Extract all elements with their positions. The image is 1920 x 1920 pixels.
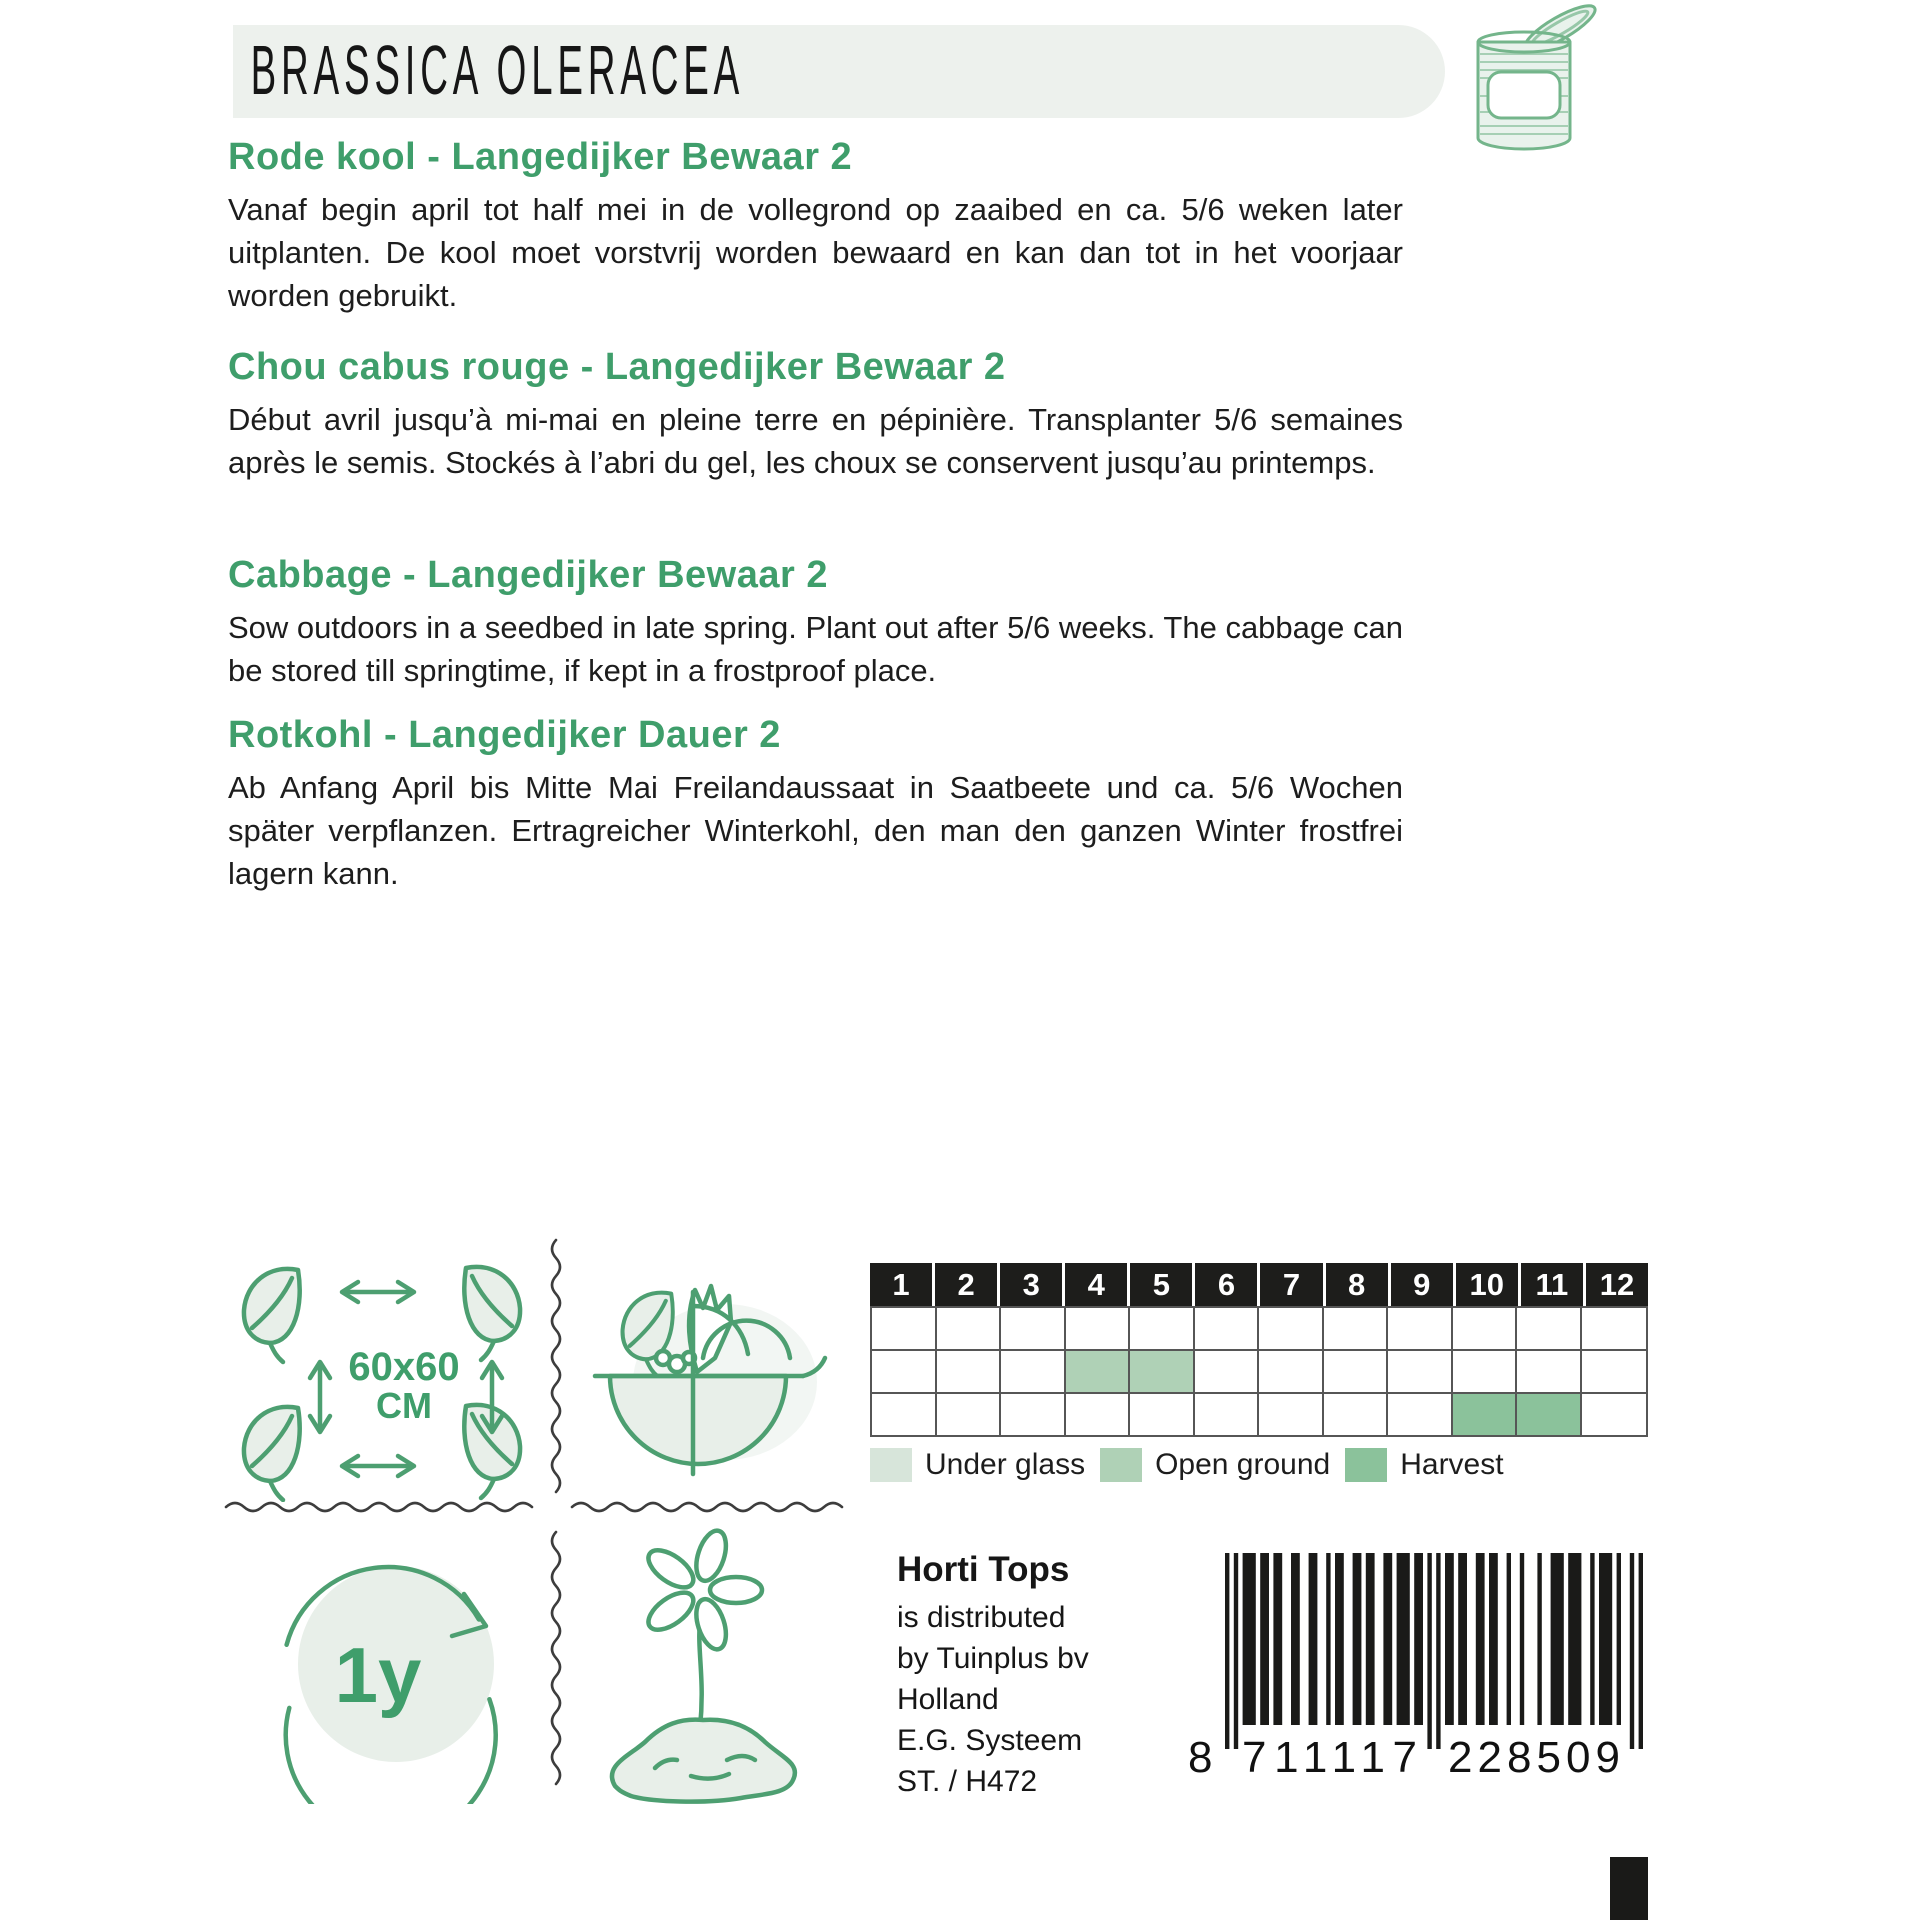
calendar-legend: [870, 1448, 1648, 1482]
harvest-row-cell-month-6: [1195, 1394, 1260, 1435]
legend-label: Under glass: [925, 1448, 1086, 1481]
salad-bowl-icon: [585, 1262, 847, 1490]
harvest-row-cell-month-1: [872, 1394, 937, 1435]
open-ground-row-cell-month-4: [1066, 1351, 1131, 1394]
open-ground-row-cell-month-11: [1517, 1351, 1582, 1394]
distributor-line: Holland: [897, 1683, 999, 1716]
harvest-row-cell-month-3: [1001, 1394, 1066, 1435]
open-ground-row-cell-month-1: [872, 1351, 937, 1394]
leaf-icon: [464, 1267, 520, 1360]
leaf-icon: [244, 1407, 300, 1500]
leaf-icon: [244, 1269, 300, 1362]
under-glass-row-cell-month-1: [872, 1308, 937, 1351]
under-glass-row-cell-month-10: [1453, 1308, 1518, 1351]
description-nl: Vanaf begin april tot half mei in de vollegrond op zaaibed en ca. 5/6 weken later uitplanten. De kool moet vorstvrij worden bewaard en kan dan tot in het voorjaar worden gebruikt.: [228, 192, 1403, 313]
under-glass-row-cell-month-6: [1195, 1308, 1260, 1351]
under-glass-row-cell-month-9: [1388, 1308, 1453, 1351]
legend-item-harvest: [1345, 1448, 1503, 1482]
open-ground-row-cell-month-7: [1259, 1351, 1324, 1394]
harvest-row-cell-month-7: [1259, 1394, 1324, 1435]
barcode-bars: [1225, 1553, 1643, 1749]
open-ground-row-cell-month-6: [1195, 1351, 1260, 1394]
under-glass-row-cell-month-12: [1582, 1308, 1647, 1351]
variety-heading-fr: Chou cabus rouge - Langedijker Bewaar 2: [228, 346, 1006, 388]
annual-cycle-icon: [228, 1542, 543, 1804]
calendar-grid: [870, 1306, 1648, 1437]
harvest-row-cell-month-12: [1582, 1394, 1647, 1435]
harvest-row-cell-month-9: [1388, 1394, 1453, 1435]
harvest-row-cell-month-8: [1324, 1394, 1389, 1435]
description-fr: Début avril jusqu’à mi-mai en pleine terre en pépinière. Transplanter 5/6 semaines après le semis. Stockés à l’abri du gel, les choux se conservent jusqu’au printemps.: [228, 402, 1403, 480]
variety-heading-en: Cabbage - Langedijker Bewaar 2: [228, 554, 828, 596]
month-header-cell: 10: [1456, 1263, 1518, 1306]
calendar-month-header: [870, 1263, 1648, 1306]
legend-label: Open ground: [1155, 1448, 1331, 1481]
open-ground-row-cell-month-10: [1453, 1351, 1518, 1394]
distributor-lines: [897, 1597, 1089, 1802]
variety-heading-de: Rotkohl - Langedijker Dauer 2: [228, 714, 781, 756]
distributor-info: [897, 1550, 1089, 1802]
spacing-unit-label: CM: [376, 1385, 432, 1426]
under-glass-row-cell-month-4: [1066, 1308, 1131, 1351]
legend-item-under-glass: [870, 1448, 1085, 1482]
horizontal-divider-wave: [570, 1500, 846, 1514]
month-header-cell: 11: [1521, 1263, 1583, 1306]
under-glass-row-cell-month-7: [1259, 1308, 1324, 1351]
tin-can-icon: [1462, 0, 1610, 168]
barcode: [1180, 1550, 1655, 1795]
section-dutch: [228, 136, 1403, 317]
barcode-digit-prefix: 8: [1188, 1733, 1213, 1782]
open-ground-row-cell-month-8: [1324, 1351, 1389, 1394]
flower-petals: [642, 1528, 762, 1653]
horizontal-arrow-icon: [342, 1456, 414, 1476]
open-ground-row-cell-month-9: [1388, 1351, 1453, 1394]
vertical-divider-wave: [549, 1238, 563, 1494]
harvest-swatch: [1345, 1448, 1387, 1482]
horizontal-divider-wave: [224, 1500, 536, 1514]
section-english: [228, 554, 1403, 692]
vertical-arrow-icon: [482, 1362, 502, 1432]
barcode-digits-right: 228509: [1448, 1733, 1620, 1782]
description-de: Ab Anfang April bis Mitte Mai Freilandaussaat in Saatbeete und ca. 5/6 Wochen später verpflanzen. Ertragreicher Winterkohl, den man den ganzen Winter frostfrei lagern kann.: [228, 770, 1403, 891]
harvest-row-cell-month-10: [1453, 1394, 1518, 1435]
brand-name: Horti Tops: [897, 1550, 1070, 1589]
vertical-divider-wave: [549, 1530, 563, 1786]
cycle-duration-label: 1y: [334, 1631, 422, 1719]
open-ground-swatch: [1100, 1448, 1142, 1482]
legend-label: Harvest: [1400, 1448, 1504, 1481]
under-glass-row-cell-month-2: [937, 1308, 1002, 1351]
month-header-cell: 8: [1326, 1263, 1388, 1306]
month-header-cell: 9: [1391, 1263, 1453, 1306]
under-glass-row-cell-month-3: [1001, 1308, 1066, 1351]
distributor-line: by Tuinplus bv: [897, 1642, 1089, 1675]
under-glass-swatch: [870, 1448, 912, 1482]
under-glass-row-cell-month-11: [1517, 1308, 1582, 1351]
under-glass-row-cell-month-5: [1130, 1308, 1195, 1351]
month-header-cell: 1: [870, 1263, 932, 1306]
harvest-row-cell-month-4: [1066, 1394, 1131, 1435]
description-en: Sow outdoors in a seedbed in late spring. Plant out after 5/6 weeks. The cabbage can be stored till springtime, if kept in a frostproof place.: [228, 610, 1403, 688]
section-german: [228, 714, 1403, 895]
open-ground-row-cell-month-3: [1001, 1351, 1066, 1394]
distributor-line: ST. / H472: [897, 1765, 1038, 1798]
distributor-line: E.G. Systeem: [897, 1724, 1083, 1757]
distributor-line: is distributed: [897, 1601, 1066, 1634]
legend-item-open-ground: [1100, 1448, 1330, 1482]
vertical-arrow-icon: [310, 1362, 330, 1432]
print-registration-mark: [1610, 1857, 1648, 1920]
month-header-cell: 12: [1586, 1263, 1648, 1306]
plant-spacing-icon: [228, 1258, 540, 1502]
harvest-row-cell-month-5: [1130, 1394, 1195, 1435]
species-title: BRASSICA OLERACEA: [250, 33, 745, 110]
sowing-calendar: [870, 1263, 1648, 1482]
section-french: [228, 346, 1403, 484]
horizontal-arrow-icon: [342, 1282, 414, 1302]
month-header-cell: 5: [1130, 1263, 1192, 1306]
month-header-cell: 7: [1260, 1263, 1322, 1306]
harvest-row-cell-month-2: [937, 1394, 1002, 1435]
open-ground-row-cell-month-5: [1130, 1351, 1195, 1394]
month-header-cell: 6: [1195, 1263, 1257, 1306]
open-ground-row-cell-month-12: [1582, 1351, 1647, 1394]
under-glass-row-cell-month-8: [1324, 1308, 1389, 1351]
species-title-band: [233, 25, 1445, 118]
month-header-cell: 4: [1065, 1263, 1127, 1306]
month-header-cell: 2: [935, 1263, 997, 1306]
open-ground-row-cell-month-2: [937, 1351, 1002, 1394]
flower-seedling-icon: [585, 1528, 847, 1828]
harvest-row-cell-month-11: [1517, 1394, 1582, 1435]
month-header-cell: 3: [1000, 1263, 1062, 1306]
barcode-digits-left: 711117: [1242, 1733, 1417, 1782]
variety-heading-nl: Rode kool - Langedijker Bewaar 2: [228, 136, 853, 178]
spacing-value-label: 60x60: [348, 1345, 460, 1389]
